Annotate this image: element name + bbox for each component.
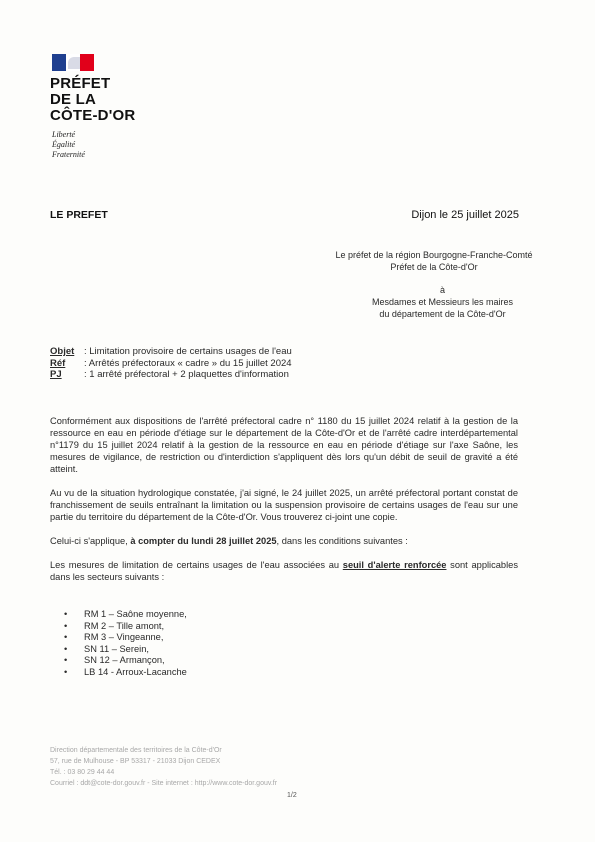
reference-key: Objet	[50, 346, 75, 357]
start-date-emphasis: à compter du lundi 28 juillet 2025	[130, 536, 277, 546]
republic-motto	[52, 130, 85, 160]
motto-line: Liberté	[52, 130, 76, 139]
reference-row	[50, 346, 292, 358]
reference-key: PJ	[50, 369, 62, 380]
sender-block	[310, 249, 558, 273]
reference-value: : Arrêtés préfectoraux « cadre » du 15 juillet 2024	[84, 357, 292, 369]
sector-list	[64, 609, 187, 679]
paragraph-4-text-end: sont applicables dans les secteurs suivants :	[50, 560, 518, 582]
paragraph-4	[50, 559, 518, 583]
paragraph-3-text-end: , dans les conditions suivantes :	[276, 536, 408, 546]
letter-date: Dijon le 25 juillet 2025	[411, 209, 519, 221]
reference-value: : 1 arrêté préfectoral + 2 plaquettes d'information	[84, 369, 289, 380]
sender-line: Le préfet de la région Bourgogne-Franche-Comté	[335, 250, 533, 260]
prefecture-bloc-marque	[50, 76, 135, 124]
sender-line: Préfet de la Côte-d'Or	[390, 262, 478, 272]
motto-line: Fraternité	[52, 150, 85, 159]
footer-contact	[50, 745, 277, 789]
reference-value: : Limitation provisoire de certains usages de l'eau	[84, 346, 292, 357]
bloc-line: PRÉFET	[50, 75, 111, 92]
footer-line: 57, rue de Mulhouse - BP 53317 - 21033 Dijon CEDEX	[50, 758, 221, 765]
list-item: • SN 11 – Serein,	[64, 644, 187, 656]
list-item: • RM 3 – Vingeanne,	[64, 632, 187, 644]
references-block	[50, 346, 292, 381]
letter-author: LE PREFET	[50, 209, 108, 221]
republic-flag-logo	[52, 54, 94, 71]
list-item: • SN 12 – Armançon,	[64, 655, 187, 667]
bloc-line: DE LA	[50, 91, 96, 108]
page-number: 1/2	[287, 792, 297, 799]
paragraph-3	[50, 535, 518, 547]
footer-line: Direction départementale des territoires de la Côte-d'Or	[50, 747, 222, 754]
bloc-line: CÔTE-D'OR	[50, 107, 136, 124]
paragraph-1: Conformément aux dispositions de l'arrêté préfectoral cadre n° 1180 du 15 juillet 2024 relatif à la gestion de la ressource en eau en période d'étiage sur le département de la Côte-d'Or et de l'arrêté cadre interdépartemental n°1179 du 15 juillet 2024 relatif à la gestion de la ressource en eau en période d'étiage sur l'axe Saône, les mesures de vigilance, de restriction ou d'interdiction s'appliquent dès lors qu'un débit de seuil de gravité a été atteint.	[50, 416, 518, 474]
recipient-line: Mesdames et Messieurs les maires	[371, 297, 514, 307]
footer-line: Tél. : 03 80 29 44 44	[50, 769, 115, 776]
reference-row	[50, 369, 292, 381]
paragraph-2: Au vu de la situation hydrologique constatée, j'ai signé, le 24 juillet 2025, un arrêté préfectoral portant constat de franchissement de seuils entraînant la limitation ou la suspension provisoire de certains usages de l'eau sur une partie du territoire du département de la Côte-d'Or. Vous trouverez ci-joint une copie.	[50, 488, 518, 522]
reference-row	[50, 358, 292, 370]
recipient-block	[330, 284, 555, 320]
list-item: • RM 2 – Tille amont,	[64, 621, 187, 633]
list-item: • RM 1 – Saône moyenne,	[64, 609, 187, 621]
motto-line: Égalité	[52, 140, 76, 149]
paragraph-4-text: Les mesures de limitation de certains usages de l'eau associées au	[50, 560, 343, 570]
list-item: • LB 14 - Arroux-Lacanche	[64, 667, 187, 679]
footer-line: Courriel : ddt@cote-dor.gouv.fr - Site internet : http://www.cote-dor.gouv.fr	[50, 780, 278, 787]
recipient-line: du département de la Côte-d'Or	[379, 309, 506, 319]
paragraph-3-text: Celui-ci s'applique,	[50, 536, 131, 546]
to-word: à	[439, 285, 445, 295]
reference-key: Réf	[50, 357, 66, 369]
letter-body	[50, 415, 518, 595]
alert-threshold-emphasis: seuil d'alerte renforcée	[342, 560, 447, 570]
